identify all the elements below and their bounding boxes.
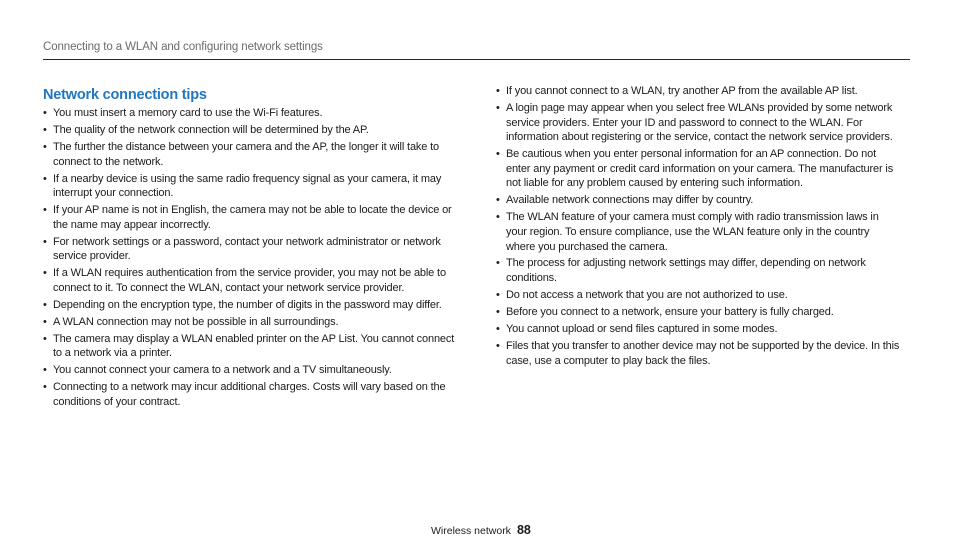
footer-label: Wireless network xyxy=(431,525,511,537)
header-divider xyxy=(43,59,910,60)
list-item: • Be cautious when you enter personal information for an AP connection. Do not enter any payment or credit card information on your camera. The manufacturer is not liable for any problem caused by entering such information. xyxy=(496,147,901,191)
tips-list-left xyxy=(43,106,455,410)
list-item: • You cannot upload or send files captured in some modes. xyxy=(496,322,901,337)
list-item: • For network settings or a password, contact your network administrator or network service provider. xyxy=(43,235,455,264)
list-item: • You must insert a memory card to use the Wi-Fi features. xyxy=(43,106,455,121)
list-item: • Available network connections may differ by country. xyxy=(496,193,901,208)
page-footer xyxy=(431,523,531,537)
left-column xyxy=(43,84,455,412)
list-item: • A WLAN connection may not be possible in all surroundings. xyxy=(43,315,455,330)
list-item: • Do not access a network that you are not authorized to use. xyxy=(496,288,901,303)
list-item: • You cannot connect your camera to a network and a TV simultaneously. xyxy=(43,363,455,378)
running-header: Connecting to a WLAN and configuring network settings xyxy=(43,41,323,53)
list-item: • Before you connect to a network, ensure your battery is fully charged. xyxy=(496,305,901,320)
list-item: • Depending on the encryption type, the number of digits in the password may differ. xyxy=(43,298,455,313)
section-title: Network connection tips xyxy=(43,87,207,103)
tips-list-right xyxy=(496,84,901,368)
list-item: • The process for adjusting network settings may differ, depending on network conditions. xyxy=(496,256,901,285)
list-item: • The further the distance between your camera and the AP, the longer it will take to connect to the network. xyxy=(43,140,455,169)
list-item: • Files that you transfer to another device may not be supported by the device. In this case, use a computer to play back the files. xyxy=(496,339,901,368)
list-item: • If your AP name is not in English, the camera may not be able to locate the device or the name may appear incorrectly. xyxy=(43,203,455,232)
page-number: 88 xyxy=(516,523,531,537)
list-item: • Connecting to a network may incur additional charges. Costs will vary based on the conditions of your contract. xyxy=(43,380,455,409)
list-item: • If you cannot connect to a WLAN, try another AP from the available AP list. xyxy=(496,84,901,99)
list-item: • If a WLAN requires authentication from the service provider, you may not be able to connect to it. To connect the WLAN, contact your network service provider. xyxy=(43,266,455,295)
list-item: • The WLAN feature of your camera must comply with radio transmission laws in your region. To ensure compliance, use the WLAN feature only in the country where you purchased the camera. xyxy=(496,210,901,254)
list-item: • The camera may display a WLAN enabled printer on the AP List. You cannot connect to a network via a printer. xyxy=(43,332,455,361)
right-column xyxy=(496,84,901,371)
list-item: • A login page may appear when you select free WLANs provided by some network service providers. Enter your ID and password to connect to the WLAN. For information about registering or the service, contact the network service providers. xyxy=(496,101,901,145)
list-item: • The quality of the network connection will be determined by the AP. xyxy=(43,123,455,138)
list-item: • If a nearby device is using the same radio frequency signal as your camera, it may interrupt your connection. xyxy=(43,172,455,201)
